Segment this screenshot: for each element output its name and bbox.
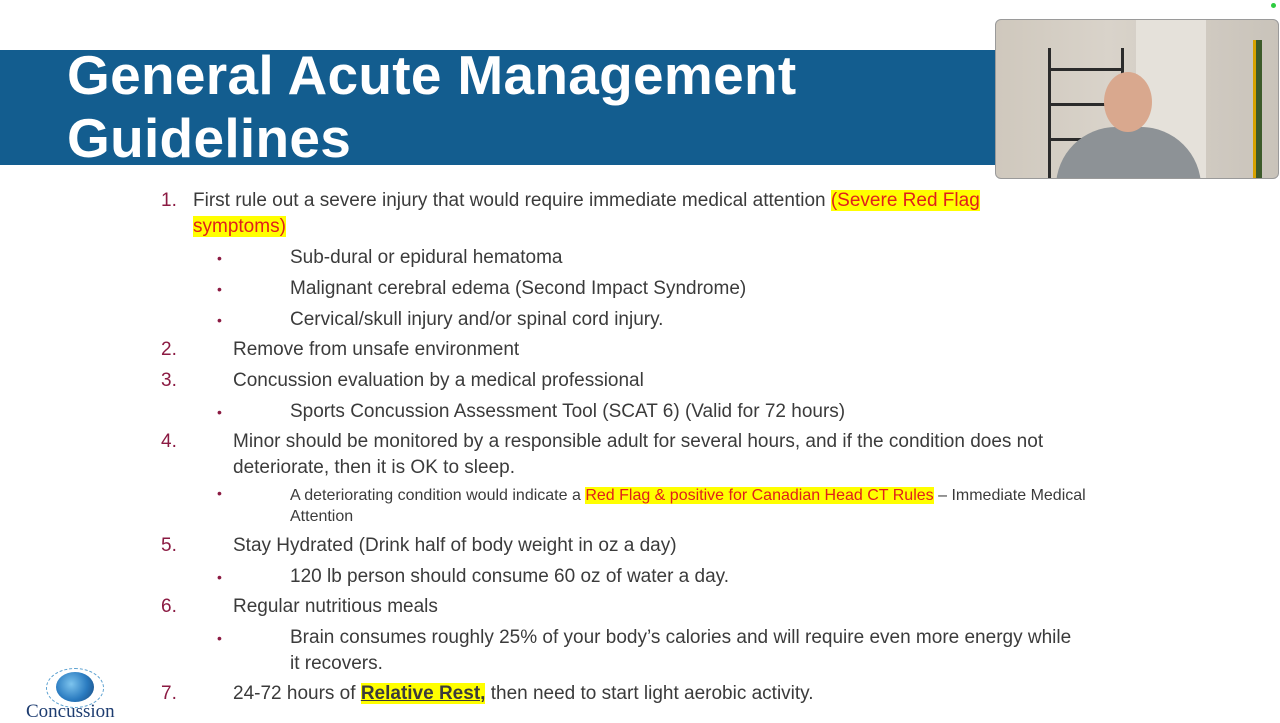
item-5-bullet-1: 120 lb person should consume 60 oz of water a day.	[290, 566, 730, 587]
item-1-highlight-a: (Severe Red Flag	[830, 190, 980, 211]
item-4-bullet	[290, 485, 1086, 506]
brain-icon	[56, 672, 94, 702]
item-6-bullet-line-1: Brain consumes roughly 25% of your body’s calories and will require even more energy while	[290, 627, 1072, 648]
webcam-background-band	[1253, 40, 1262, 179]
concussion-logo	[26, 668, 131, 720]
item-1-bullet-3: Cervical/skull injury and/or spinal cord injury.	[290, 309, 664, 330]
bullet-glyph: •	[217, 250, 222, 266]
item-3-bullet-1: Sports Concussion Assessment Tool (SCAT 6) (Valid for 72 hours)	[290, 401, 846, 422]
bullet-glyph: •	[217, 485, 222, 501]
item-5-text: Stay Hydrated (Drink half of body weight in oz a day)	[233, 535, 677, 556]
item-number: 1.	[161, 190, 177, 211]
item-1-bullet-2: Malignant cerebral edema (Second Impact Syndrome)	[290, 278, 747, 299]
bullet-glyph: •	[217, 630, 222, 646]
recording-indicator-icon	[1271, 3, 1276, 8]
item-4-bullet-post: – Immediate Medical	[938, 487, 1086, 504]
item-number: 4.	[161, 431, 177, 452]
webcam-overlay	[995, 19, 1279, 179]
item-7-text	[233, 681, 814, 707]
bullet-glyph: •	[217, 569, 222, 585]
item-1-text-line2	[193, 214, 286, 240]
bullet-glyph: •	[217, 404, 222, 420]
item-7-highlight: Relative Rest,	[360, 683, 486, 704]
item-4-line-1: Minor should be monitored by a responsible adult for several hours, and if the condition does not	[233, 431, 1044, 452]
item-number: 5.	[161, 535, 177, 556]
item-4-line-2: deteriorate, then it is OK to sleep.	[233, 457, 515, 478]
item-number: 6.	[161, 596, 177, 617]
title-line-1: General Acute Management	[67, 44, 797, 106]
presenter-video	[1056, 72, 1201, 179]
item-2-text: Remove from unsafe environment	[233, 339, 520, 360]
item-number: 7.	[161, 683, 177, 704]
item-3-text: Concussion evaluation by a medical professional	[233, 370, 644, 391]
item-4-bullet-highlight: Red Flag & positive for Canadian Head CT Rules	[585, 487, 934, 504]
logo-text: Concussion	[26, 701, 115, 722]
title-line-2: Guidelines	[67, 107, 352, 169]
item-1-bullet-1: Sub-dural or epidural hematoma	[290, 247, 563, 268]
item-number: 2.	[161, 339, 177, 360]
item-number: 3.	[161, 370, 177, 391]
item-7-text-pre: 24-72 hours of	[233, 683, 356, 704]
item-4-bullet-pre: A deteriorating condition would indicate a	[290, 487, 581, 504]
item-7-text-post: then need to start light aerobic activity.	[490, 683, 814, 704]
item-1-text-a: First rule out a severe injury that would require immediate medical attention	[193, 190, 826, 211]
item-4-bullet-line-2: Attention	[290, 508, 354, 525]
item-1-text	[193, 188, 980, 214]
item-6-bullet-line-2: it recovers.	[290, 653, 383, 674]
item-6-text: Regular nutritious meals	[233, 596, 438, 617]
item-1-highlight-b: symptoms)	[193, 216, 286, 237]
bullet-glyph: •	[217, 312, 222, 328]
bullet-glyph: •	[217, 281, 222, 297]
